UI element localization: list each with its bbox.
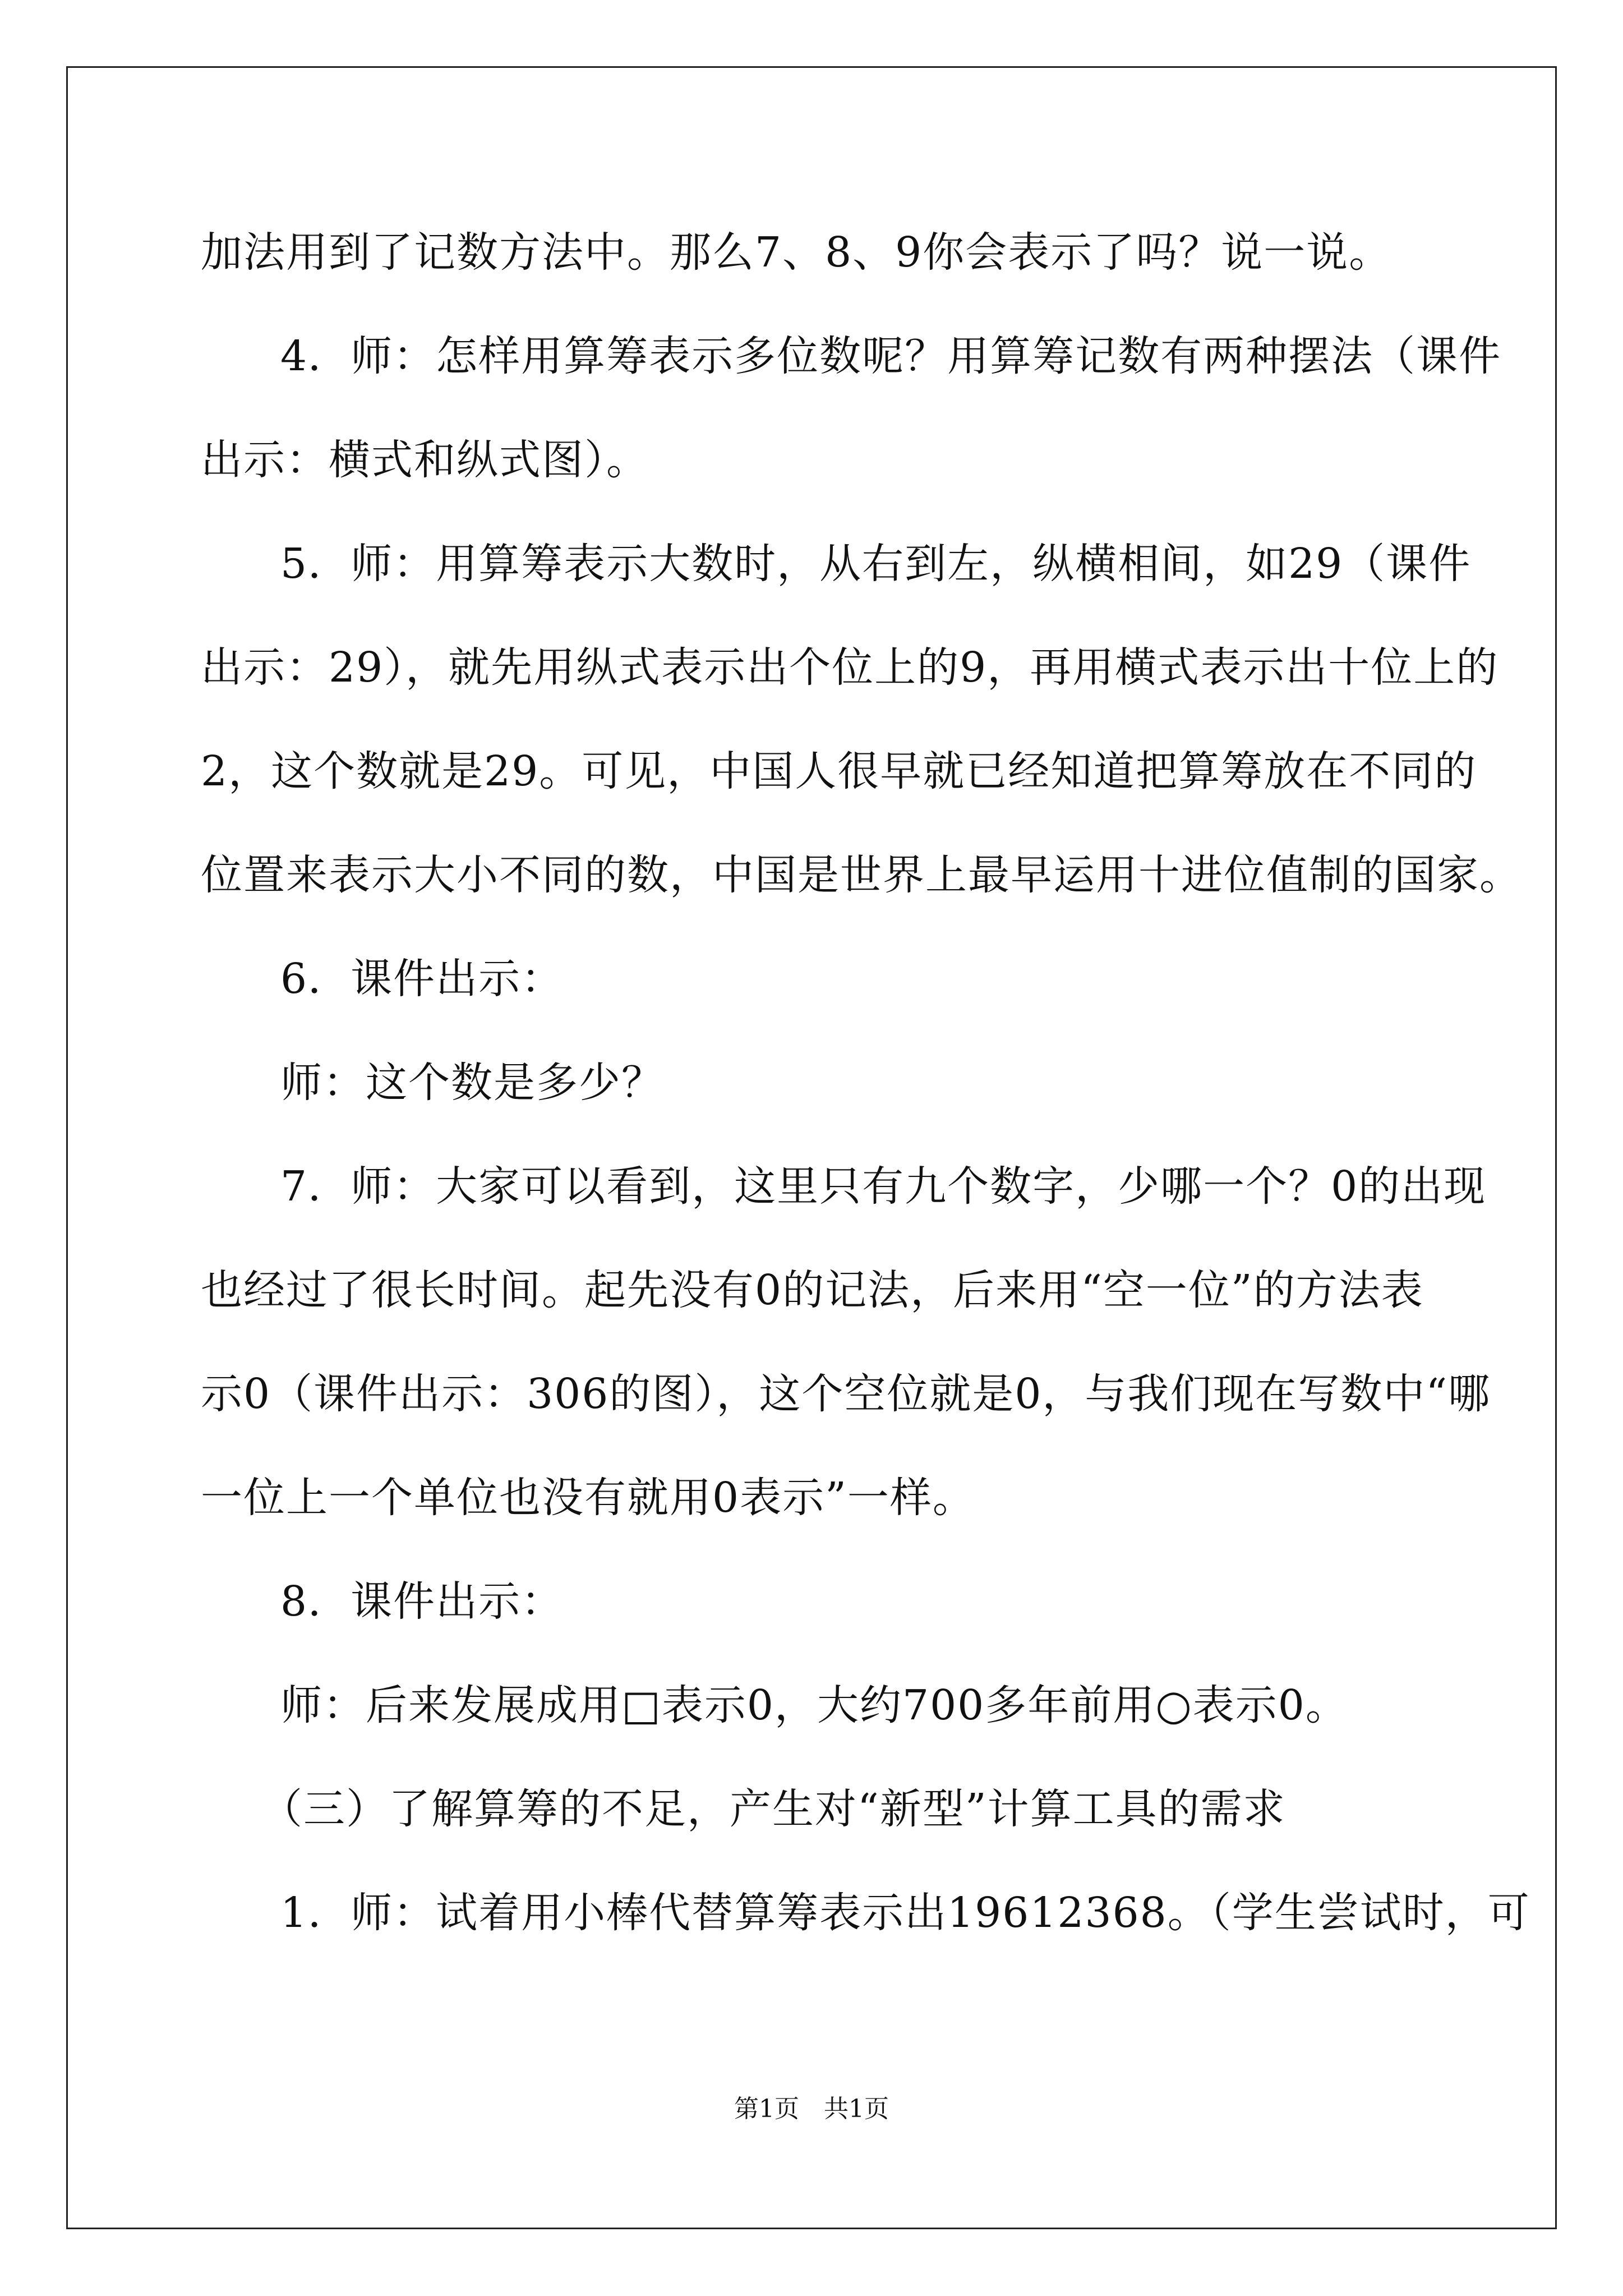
text-line-11: 也经过了很长时间。起先没有0的记法，后来用“空一位”的方法表: [201, 1266, 1424, 1314]
text-line-17: 1．师：试着用小棒代替算筹表示出19612368。（学生尝试时，可: [280, 1889, 1530, 1937]
text-line-2: 4．师：怎样用算筹表示多位数呢？用算筹记数有两种摆法（课件: [280, 332, 1502, 380]
text-line-12: 示0（课件出示：306的图），这个空位就是0，与我们现在写数中“哪: [201, 1370, 1491, 1418]
section-heading: （三）了解算筹的不足，产生对“新型”计算工具的需求: [261, 1785, 1286, 1833]
text-line-10: 7．师：大家可以看到，这里只有九个数字，少哪一个？0的出现: [280, 1162, 1487, 1211]
text-line-9: 师：这个数是多少？: [280, 1059, 664, 1107]
text-line-5: 出示：29），就先用纵式表示出个位上的9，再用横式表示出十位上的: [201, 643, 1499, 692]
text-line-1: 加法用到了记数方法中。那么7、8、9你会表示了吗？说一说。: [201, 228, 1392, 277]
text-line-4: 5．师：用算筹表示大数时，从右到左，纵横相间，如29（课件: [280, 540, 1472, 588]
text-line-14: 8．课件出示：: [280, 1577, 564, 1626]
page-footer: 第1页 共1页: [734, 2095, 889, 2123]
text-line-8: 6．课件出示：: [280, 955, 564, 1003]
text-line-6: 2，这个数就是29。可见，中国人很早就已经知道把算筹放在不同的: [201, 747, 1477, 795]
text-line-13: 一位上一个单位也没有就用0表示”一样。: [201, 1474, 975, 1522]
text-line-3: 出示：横式和纵式图）。: [201, 436, 649, 484]
text-line-15: 师：后来发展成用□表示0，大约700多年前用○表示0。: [280, 1681, 1348, 1729]
text-line-7: 位置来表示大小不同的数，中国是世界上最早运用十进位值制的国家。: [201, 851, 1522, 899]
